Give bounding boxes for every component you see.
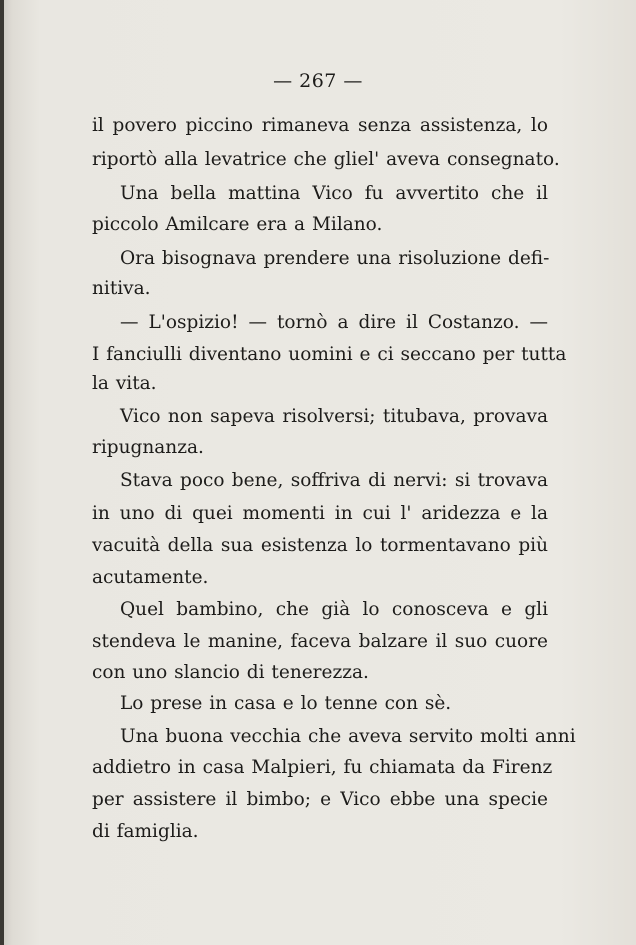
- text-line: di famiglia.: [92, 821, 199, 842]
- text-line: — L'ospizio! — tornò a dire il Costanzo. —: [120, 312, 548, 333]
- text-line: ripugnanza.: [92, 437, 204, 458]
- text-line: acutamente.: [92, 567, 209, 588]
- text-line: Una bella mattina Vico fu avvertito che il: [120, 183, 548, 204]
- text-line: Vico non sapeva risolversi; titubava, provava: [120, 406, 548, 427]
- text-line: Ora bisognava prendere una risoluzione defi-: [120, 248, 550, 269]
- text-line: con uno slancio di tenerezza.: [92, 662, 369, 683]
- text-line: riportò alla levatrice che gliel' aveva consegnato.: [92, 149, 560, 170]
- text-line: Stava poco bene, soffriva di nervi: si trovava: [120, 470, 548, 491]
- text-line: piccolo Amilcare era a Milano.: [92, 214, 383, 235]
- text-line: per assistere il bimbo; e Vico ebbe una specie: [92, 789, 548, 810]
- page-number: — 267 —: [273, 70, 363, 92]
- text-line: nitiva.: [92, 278, 151, 299]
- text-line: la vita.: [92, 373, 157, 394]
- text-line: il povero piccino rimaneva senza assistenza, lo: [92, 115, 548, 136]
- text-line: stendeva le manine, faceva balzare il suo cuore: [92, 631, 548, 652]
- text-line: Lo prese in casa e lo tenne con sè.: [120, 693, 452, 714]
- text-line: in uno di quei momenti in cui l' aridezza e la: [92, 503, 548, 524]
- text-line: addietro in casa Malpieri, fu chiamata da Firenz: [92, 757, 553, 778]
- text-line: I fanciulli diventano uomini e ci seccano per tutta: [92, 344, 567, 365]
- text-line: Una buona vecchia che aveva servito molti anni: [120, 726, 576, 747]
- text-line: Quel bambino, che già lo conosceva e gli: [120, 599, 548, 620]
- text-line: vacuità della sua esistenza lo tormentavano più: [92, 535, 548, 556]
- page-spine-edge: [0, 0, 4, 945]
